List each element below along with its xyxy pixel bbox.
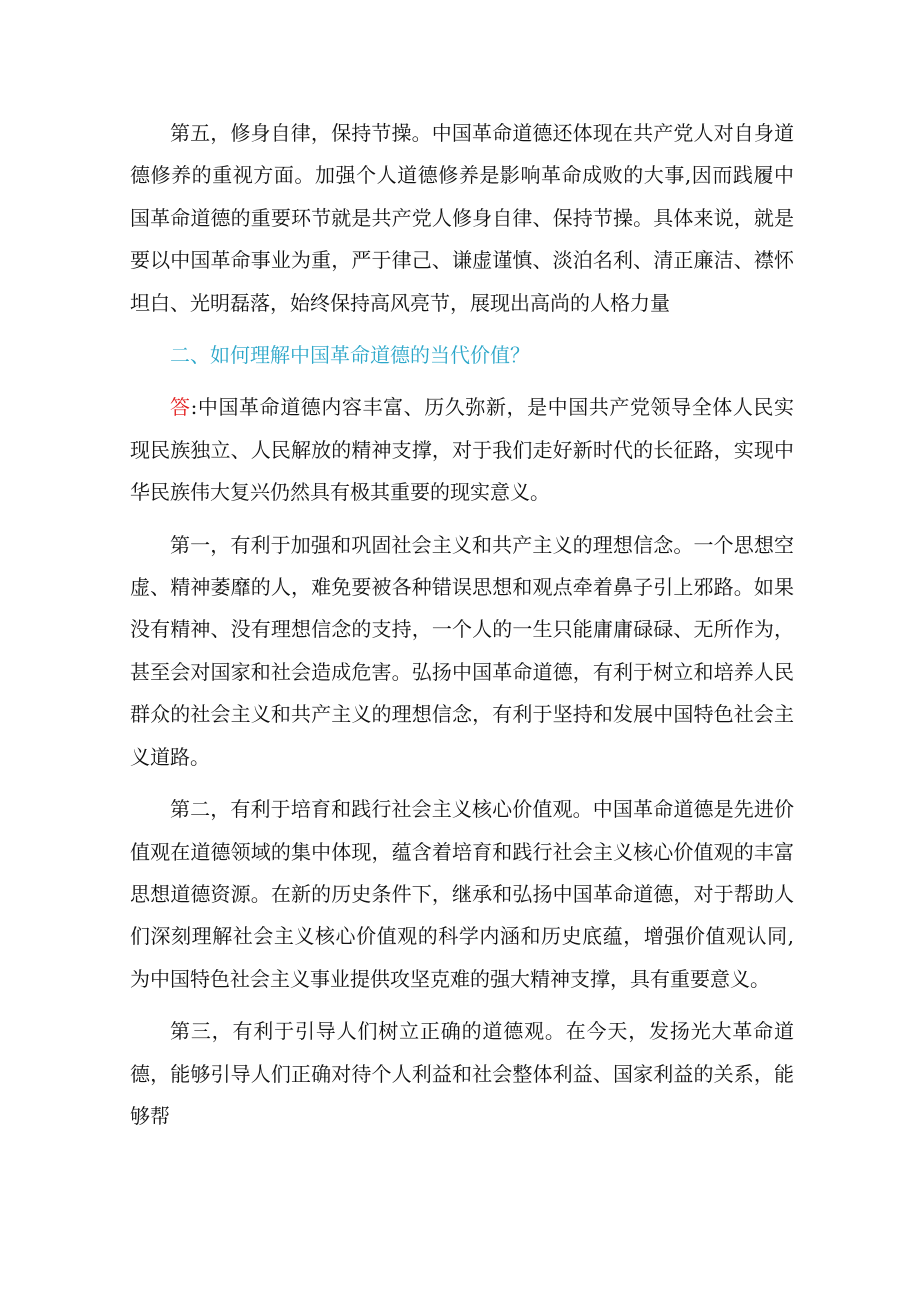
paragraph-fifth-point: 第五，修身自律，保持节操。中国革命道德还体现在共产党人对自身道德修养的重视方面。加强个人道德修养是影响革命成败的大事,因而践履中国革命道德的重要环节就是共产党人修身自律、保持节操。具体来说，就是要以中国革命事业为重，严于律己、谦虚谨慎、淡泊名利、清正廉洁、襟怀坦白、光明磊落，始终保持高风亮节，展现出高尚的人格力量 <box>130 121 794 315</box>
section-heading: 二、如何理解中国革命道德的当代价值？ <box>170 343 530 368</box>
answer-paragraph <box>130 386 794 513</box>
paragraph-second-point: 第二，有利于培育和践行社会主义核心价值观。中国革命道德是先进价值观在道德领域的集中体现，蕴含着培育和践行社会主义核心价值观的丰富思想道德资源。在新的历史条件下，继承和弘扬中国革命道德，对于帮助人们深刻理解社会主义核心价值观的科学内涵和历史底蕴，增强价值观认同,为中国特色社会主义事业提供攻坚克难的强大精神支撑，具有重要意义。 <box>130 797 794 991</box>
answer-text: :中国革命道德内容丰富、历久弥新，是中国共产党领导全体人民实现民族独立、人民解放的精神支撑，对于我们走好新时代的长征路，实现中华民族伟大复兴仍然具有极其重要的现实意义。 <box>130 395 794 505</box>
document-page <box>130 112 794 1147</box>
paragraph-third-point: 第三，有利于引导人们树立正确的道德观。在今天，发扬光大革命道德，能够引导人们正确对待个人利益和社会整体利益、国家利益的关系，能够帮 <box>130 1019 794 1128</box>
answer-label: 答 <box>170 395 191 420</box>
paragraph-first-point: 第一，有利于加强和巩固社会主义和共产主义的理想信念。一个思想空虚、精神萎靡的人，难免要被各种错误思想和观点牵着鼻子引上邪路。如果没有精神、没有理想信念的支持，一个人的一生只能庸庸碌碌、无所作为，甚至会对国家和社会造成危害。弘扬中国革命道德，有利于树立和培养人民群众的社会主义和共产主义的理想信念，有利于坚持和发展中国特色社会主义道路。 <box>130 532 794 769</box>
